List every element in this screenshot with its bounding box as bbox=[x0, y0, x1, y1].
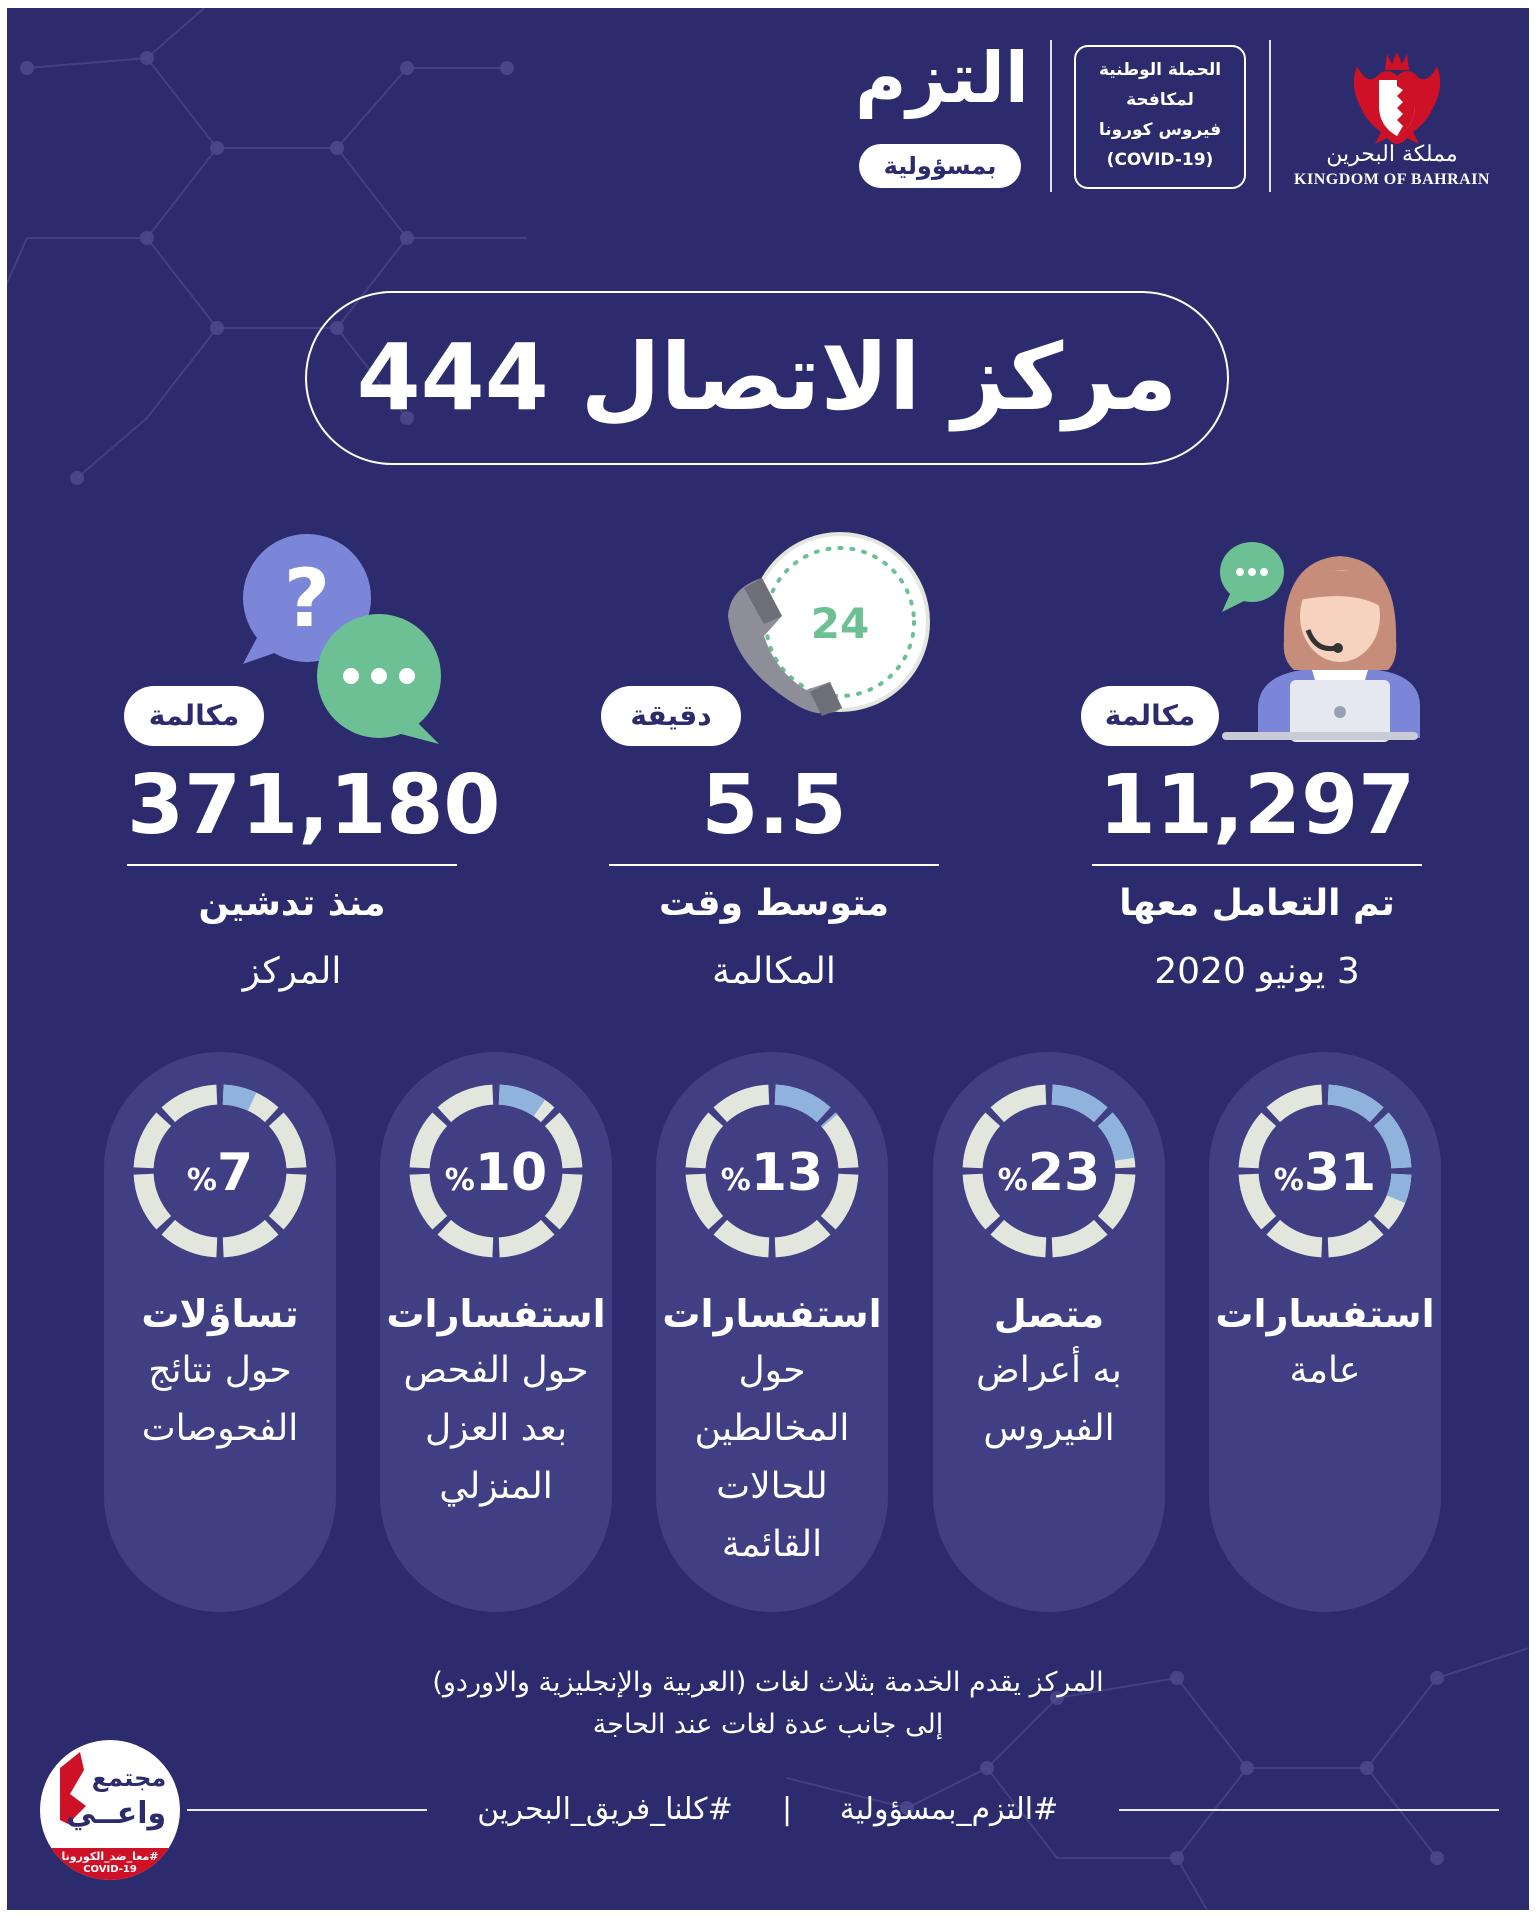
category-card bbox=[933, 1052, 1165, 1612]
category-card bbox=[104, 1052, 336, 1612]
aware-community-badge bbox=[40, 1740, 180, 1880]
campaign-line: لمكافحة bbox=[1126, 90, 1194, 110]
ring-segment bbox=[1052, 1227, 1101, 1247]
kingdom-name-english: KINGDOM OF BAHRAIN bbox=[1294, 171, 1490, 188]
hashtag-team-bahrain[interactable]: #كلنا_فريق_البحرين bbox=[477, 1792, 733, 1827]
category-desc-line: القائمة bbox=[721, 1524, 823, 1565]
ring-segment bbox=[168, 1227, 217, 1247]
stat-desc-line1: منذ تدشين bbox=[198, 883, 386, 924]
footer-note-line1: المركز يقدم الخدمة بثلاث لغات (العربية والإنجليزية والاوردو) bbox=[432, 1667, 1104, 1698]
ring-fill-segment bbox=[1052, 1095, 1101, 1115]
category-desc-line: بعد العزل bbox=[424, 1408, 568, 1449]
category-title: تساؤلات bbox=[141, 1292, 299, 1336]
campaign-line: الحملة الوطنية bbox=[1098, 60, 1222, 80]
category-desc-line: حول نتائج bbox=[148, 1350, 292, 1391]
ring-segment bbox=[997, 1095, 1046, 1115]
percent-sign: % bbox=[186, 1163, 217, 1198]
ring-segment bbox=[444, 1095, 493, 1115]
percent-label bbox=[129, 1143, 311, 1211]
ring-segment bbox=[1328, 1227, 1377, 1247]
category-card bbox=[380, 1052, 612, 1612]
ring-segment bbox=[1273, 1095, 1322, 1115]
ring-fill-segment bbox=[1328, 1095, 1377, 1115]
badge-covid: COVID-19 bbox=[83, 1864, 137, 1875]
percent-sign: % bbox=[1273, 1163, 1304, 1198]
campaign-line: (COVID-19) bbox=[1106, 150, 1214, 170]
percent-value: 31 bbox=[1303, 1143, 1377, 1203]
kingdom-name-arabic: مملكة البحرين bbox=[1326, 142, 1458, 167]
footer-note-line2: إلى جانب عدة لغات عند الحاجة bbox=[592, 1709, 944, 1740]
ring-segment bbox=[223, 1227, 272, 1247]
stat-desc-line1: تم التعامل معها bbox=[1119, 883, 1395, 924]
ring-segment bbox=[775, 1227, 824, 1247]
percent-value: 10 bbox=[474, 1143, 548, 1203]
footer-line-left bbox=[187, 1809, 427, 1811]
category-title: استفسارات bbox=[386, 1292, 606, 1336]
hashtag-separator: | bbox=[781, 1792, 793, 1827]
category-card bbox=[1209, 1052, 1441, 1612]
clock-label: 24 bbox=[810, 599, 870, 648]
stat-divider bbox=[1092, 864, 1422, 866]
percent-label bbox=[1234, 1143, 1416, 1211]
phone-clock-icon bbox=[720, 532, 932, 722]
title-pill bbox=[305, 291, 1229, 465]
category-desc-line: للحالات bbox=[716, 1466, 828, 1507]
chat-bubbles-icon bbox=[239, 534, 449, 744]
category-title: استفسارات bbox=[662, 1292, 882, 1336]
percent-sign: % bbox=[997, 1163, 1028, 1198]
stat-unit-pill: مكالمة bbox=[124, 686, 264, 746]
stat-desc-line2: 3 يونيو 2020 bbox=[1154, 951, 1360, 992]
ring-fill-segment bbox=[499, 1095, 539, 1108]
stat-unit-pill: مكالمة bbox=[1081, 686, 1219, 746]
category-title: استفسارات bbox=[1215, 1292, 1435, 1336]
percent-label bbox=[405, 1143, 587, 1211]
stat-divider bbox=[609, 864, 939, 866]
badge-title-line2: واعــي bbox=[65, 1796, 167, 1831]
percent-label bbox=[681, 1143, 863, 1211]
brand-subtitle-pill: بمسؤولية bbox=[859, 144, 1021, 188]
header-divider bbox=[1269, 40, 1271, 192]
infographic-page bbox=[7, 8, 1529, 1910]
campaign-line: فيروس كورونا bbox=[1098, 120, 1222, 140]
stat-desc-line2: المركز bbox=[242, 951, 342, 992]
badge-title-line1: مجتمع bbox=[91, 1764, 167, 1792]
stat-divider bbox=[127, 864, 457, 866]
category-title: متصل bbox=[993, 1292, 1105, 1336]
ring-segment bbox=[720, 1095, 769, 1115]
category-desc-line: عامة bbox=[1289, 1350, 1361, 1391]
category-desc-line: المنزلي bbox=[439, 1466, 553, 1507]
category-desc-line: حول الفحص bbox=[403, 1350, 589, 1391]
category-card bbox=[656, 1052, 888, 1612]
ring-segment bbox=[168, 1095, 217, 1115]
category-desc-line: الفيروس bbox=[983, 1408, 1115, 1449]
stat-value: 5.5 bbox=[701, 758, 847, 853]
agent-headset-icon bbox=[1212, 530, 1422, 742]
brand-title: التزم bbox=[855, 37, 1029, 119]
percent-value: 23 bbox=[1027, 1143, 1101, 1203]
campaign-box bbox=[1074, 45, 1246, 189]
page-title: مركز الاتصال 444 bbox=[356, 324, 1178, 431]
hashtag-iltazim[interactable]: #التزم_بمسؤولية bbox=[839, 1792, 1059, 1827]
stat-desc-line2: المكالمة bbox=[712, 951, 836, 992]
percent-label bbox=[958, 1143, 1140, 1211]
svg-text:?: ? bbox=[283, 552, 331, 645]
percent-sign: % bbox=[720, 1163, 751, 1198]
percent-value: 7 bbox=[216, 1143, 254, 1203]
ring-fill-segment bbox=[223, 1095, 252, 1102]
ring-fill-segment bbox=[828, 1119, 829, 1121]
ring-segment bbox=[720, 1227, 769, 1247]
ring-segment bbox=[1273, 1227, 1322, 1247]
ring-segment bbox=[499, 1227, 548, 1247]
footer-line-right bbox=[1119, 1809, 1499, 1811]
badge-hashtag: #معا_ضد_الكورونا bbox=[61, 1850, 159, 1863]
ring-fill-segment bbox=[775, 1095, 824, 1115]
category-desc-line: الفحوصات bbox=[141, 1408, 299, 1449]
bahrain-emblem-icon bbox=[1347, 46, 1447, 156]
category-desc-line: به أعراض bbox=[976, 1350, 1122, 1391]
stat-value: 11,297 bbox=[1098, 758, 1416, 853]
category-desc-line: حول bbox=[738, 1350, 806, 1391]
stat-unit-pill: دقيقة bbox=[601, 686, 741, 746]
percent-sign: % bbox=[444, 1163, 475, 1198]
ring-segment bbox=[444, 1227, 493, 1247]
stat-desc-line1: متوسط وقت bbox=[658, 883, 890, 924]
category-desc-line: المخالطين bbox=[694, 1408, 850, 1449]
percent-value: 13 bbox=[750, 1143, 824, 1203]
ring-segment bbox=[997, 1227, 1046, 1247]
stat-value: 371,180 bbox=[127, 758, 501, 853]
header-divider bbox=[1050, 40, 1052, 192]
